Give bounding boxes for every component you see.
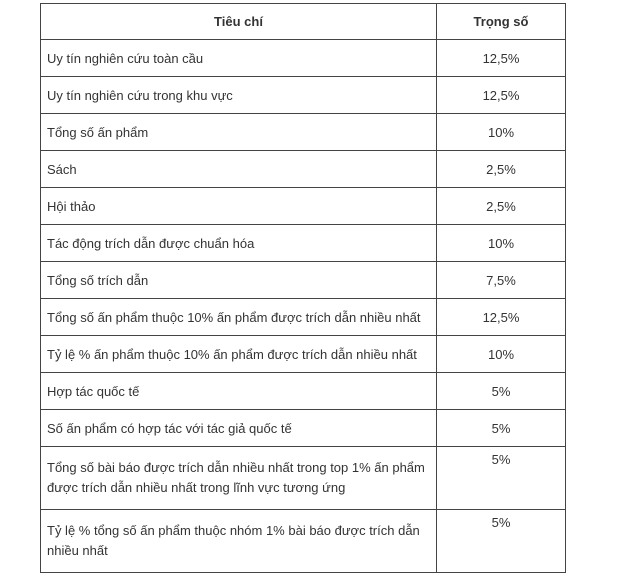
- weight-cell: 12,5%: [437, 40, 566, 77]
- criterion-cell: Tổng số ấn phẩm: [41, 114, 437, 151]
- table-row: [41, 447, 566, 510]
- weight-cell: 5%: [437, 373, 566, 410]
- criterion-cell: Uy tín nghiên cứu trong khu vực: [41, 77, 437, 114]
- table-row: [41, 225, 566, 262]
- table-row: [41, 336, 566, 373]
- criterion-cell: Tổng số trích dẫn: [41, 262, 437, 299]
- table-row: [41, 373, 566, 410]
- criterion-cell: Hội thảo: [41, 188, 437, 225]
- weight-cell: 12,5%: [437, 299, 566, 336]
- weight-cell: 7,5%: [437, 262, 566, 299]
- weight-cell: 5%: [437, 510, 566, 573]
- criterion-cell: Số ấn phẩm có hợp tác với tác giả quốc tế: [41, 410, 437, 447]
- criterion-cell: Hợp tác quốc tế: [41, 373, 437, 410]
- header-criterion: Tiêu chí: [41, 4, 437, 40]
- criterion-cell: Uy tín nghiên cứu toàn cầu: [41, 40, 437, 77]
- table-row: [41, 77, 566, 114]
- criterion-cell: Tổng số bài báo được trích dẫn nhiều nhất trong top 1% ấn phẩm được trích dẫn nhiều nhất trong lĩnh vực tương ứng: [41, 447, 437, 510]
- criterion-cell: Tác động trích dẫn được chuẩn hóa: [41, 225, 437, 262]
- table-row: [41, 188, 566, 225]
- header-weight: Trọng số: [437, 4, 566, 40]
- table-row: [41, 151, 566, 188]
- table-header-row: [41, 4, 566, 40]
- weight-cell: 2,5%: [437, 188, 566, 225]
- table-row: [41, 299, 566, 336]
- table-row: [41, 114, 566, 151]
- weight-cell: 10%: [437, 336, 566, 373]
- table-row: [41, 40, 566, 77]
- table-row: [41, 510, 566, 573]
- weight-cell: 2,5%: [437, 151, 566, 188]
- criteria-weight-table: [40, 3, 566, 573]
- criterion-cell: Sách: [41, 151, 437, 188]
- weight-cell: 10%: [437, 225, 566, 262]
- criterion-cell: Tổng số ấn phẩm thuộc 10% ấn phẩm được trích dẫn nhiều nhất: [41, 299, 437, 336]
- table-row: [41, 410, 566, 447]
- weight-cell: 5%: [437, 447, 566, 510]
- weight-cell: 5%: [437, 410, 566, 447]
- criterion-cell: Tỷ lệ % ấn phẩm thuộc 10% ấn phẩm được trích dẫn nhiều nhất: [41, 336, 437, 373]
- criterion-cell: Tỷ lệ % tổng số ấn phẩm thuộc nhóm 1% bài báo được trích dẫn nhiều nhất: [41, 510, 437, 573]
- weight-cell: 12,5%: [437, 77, 566, 114]
- table-row: [41, 262, 566, 299]
- weight-cell: 10%: [437, 114, 566, 151]
